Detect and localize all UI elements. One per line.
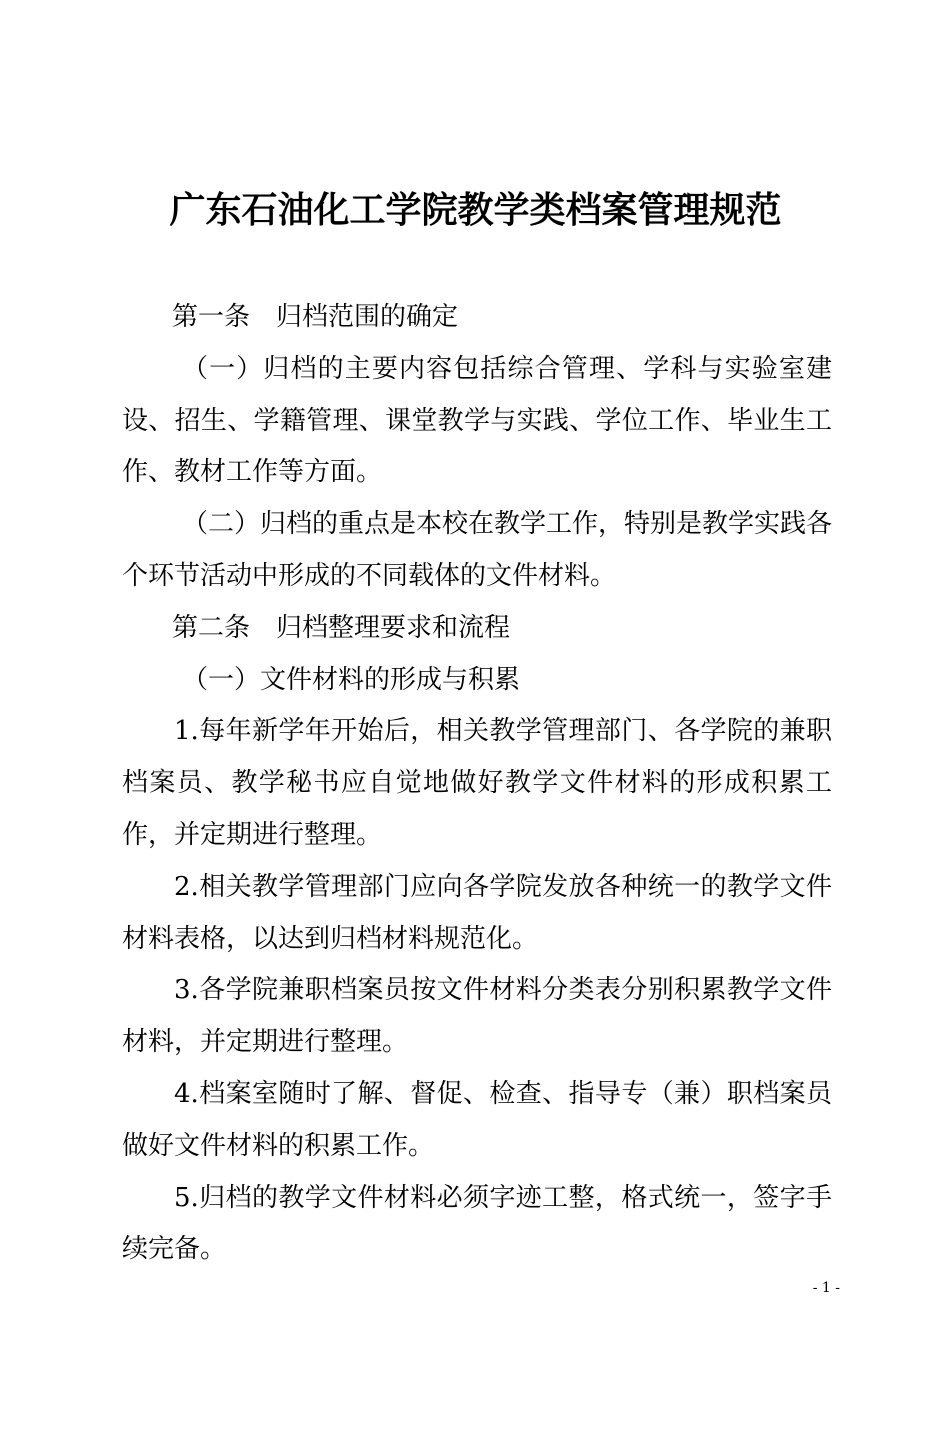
numbered-item: 5.归档的教学文件材料必须字迹工整，格式统一，签字手续完备。 <box>122 1182 832 1265</box>
document-title: 广东石油化工学院教学类档案管理规范 <box>169 189 782 231</box>
numbered-item: 4.档案室随时了解、督促、检查、指导专（兼）职档案员做好文件材料的积累工作。 <box>122 1078 832 1161</box>
paragraph: （二）归档的重点是本校在教学工作，特别是教学实践各个环节活动中形成的不同载体的文件材料。 <box>122 509 833 591</box>
article-heading: 第二条 归档整理要求和流程 <box>172 612 511 643</box>
numbered-item: 2.相关教学管理部门应向各学院发放各种统一的教学文件材料表格，以达到归档材料规范化。 <box>122 871 832 954</box>
section-heading: （一）文件材料的形成与积累 <box>182 664 521 695</box>
paragraph: （一）归档的主要内容包括综合管理、学科与实验室建设、招生、学籍管理、课堂教学与实践、学位工作、毕业生工作、教材工作等方面。 <box>122 353 832 488</box>
page-number: - 1 - <box>812 1280 840 1296</box>
numbered-item: 1.每年新学年开始后，相关教学管理部门、各学院的兼职档案员、教学秘书应自觉地做好教学文件材料的形成积累工作，并定期进行整理。 <box>122 716 832 850</box>
document-body <box>122 292 832 1276</box>
article-heading: 第一条 归档范围的确定 <box>172 302 459 332</box>
numbered-item: 3.各学院兼职档案员按文件材料分类表分别积累教学文件材料，并定期进行整理。 <box>122 975 832 1058</box>
